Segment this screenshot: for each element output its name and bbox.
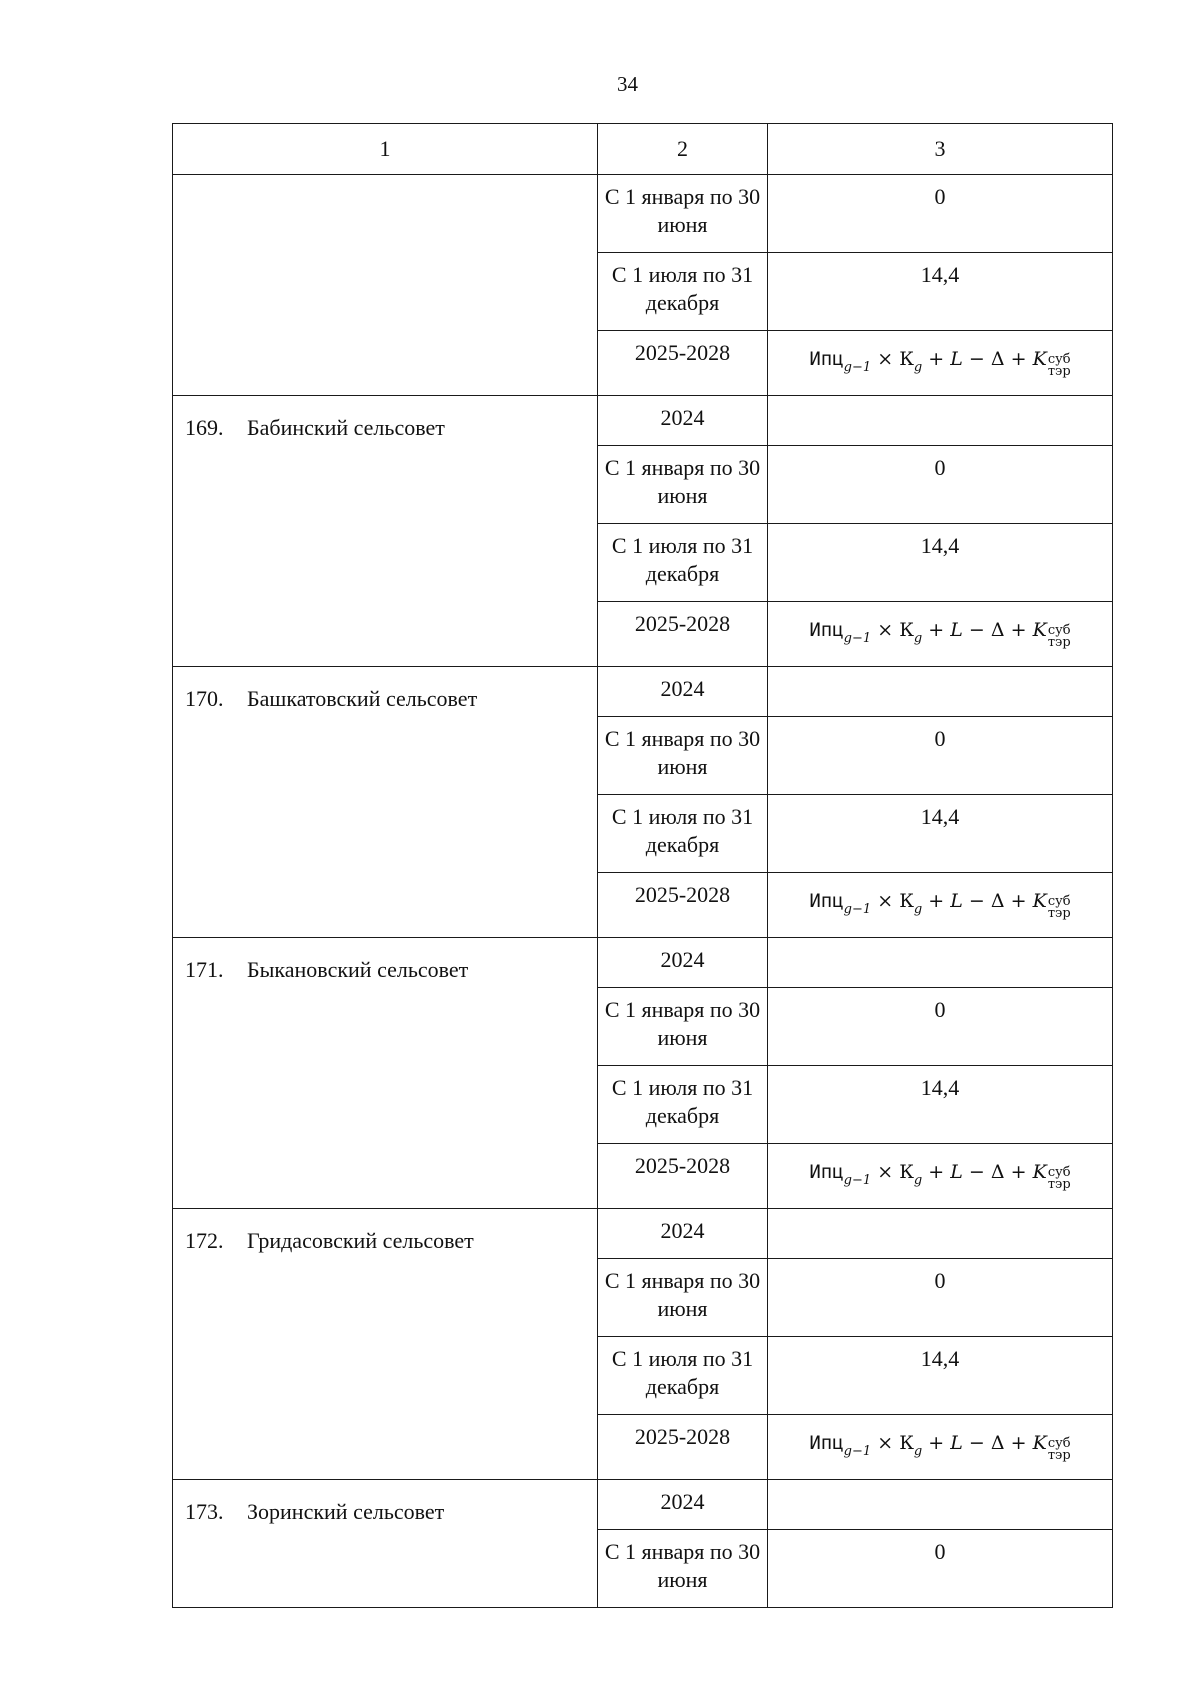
formula-cell — [768, 602, 1113, 667]
continued-name-cell — [173, 175, 598, 396]
header-cell-1: 1 — [173, 124, 598, 175]
formula — [809, 1432, 1071, 1463]
period-cell: С 1 июля по 31 декабря — [598, 1337, 768, 1415]
period-cell: С 1 января по 30 июня — [598, 1259, 768, 1337]
formula-times: × — [877, 348, 894, 370]
formula — [809, 890, 1071, 921]
period-cell: С 1 июля по 31 декабря — [598, 524, 768, 602]
formula-k-ter: K — [1032, 1161, 1047, 1183]
formula-cell — [768, 1415, 1113, 1480]
value-cell: 0 — [768, 1259, 1113, 1337]
formula-cell — [768, 873, 1113, 938]
municipality-name: Быкановский сельсовет — [247, 957, 469, 982]
row-number: 171. — [185, 957, 224, 982]
empty-value-cell — [768, 1480, 1113, 1530]
formula-ipc: Ипц — [809, 1161, 844, 1183]
formula-delta: Δ — [990, 1161, 1005, 1183]
formula-k: К — [899, 1432, 914, 1454]
group-row — [173, 396, 1113, 446]
formula-times: × — [877, 1161, 894, 1183]
period-cell: С 1 января по 30 июня — [598, 717, 768, 795]
empty-value-cell — [768, 938, 1113, 988]
formula-k-sub: g — [913, 1173, 923, 1188]
formula-k: К — [899, 1161, 914, 1183]
formula-ipc-sub: g−1 — [843, 1173, 872, 1188]
formula-delta: Δ — [990, 1432, 1005, 1454]
formula-k-ter-sup: суб — [1047, 1165, 1071, 1180]
formula-ipc-sub: g−1 — [843, 360, 872, 375]
formula-l: L — [950, 1161, 963, 1183]
header-row — [173, 124, 1113, 175]
formula-times: × — [877, 1432, 894, 1454]
empty-value-cell — [768, 1209, 1113, 1259]
formula-plus: + — [1010, 890, 1027, 912]
value-cell: 0 — [768, 988, 1113, 1066]
formula-ipc-sub: g−1 — [843, 902, 872, 917]
header-cell-2: 2 — [598, 124, 768, 175]
formula-plus: + — [928, 619, 945, 641]
municipality-cell — [173, 396, 598, 667]
formula-minus: − — [968, 890, 985, 912]
formula-minus: − — [968, 619, 985, 641]
formula-cell — [768, 331, 1113, 396]
value-cell: 0 — [768, 175, 1113, 253]
value-cell: 14,4 — [768, 524, 1113, 602]
formula-k-ter-sup: суб — [1047, 352, 1071, 367]
formula-k-sub: g — [913, 1444, 923, 1459]
tariff-table — [172, 123, 1113, 1608]
formula — [809, 619, 1071, 650]
municipality-name: Зоринский сельсовет — [247, 1499, 445, 1524]
value-cell: 14,4 — [768, 1337, 1113, 1415]
municipality-cell — [173, 1480, 598, 1608]
municipality-name: Бабинский сельсовет — [247, 415, 445, 440]
period-cell: С 1 января по 30 июня — [598, 175, 768, 253]
year-cell: 2024 — [598, 938, 768, 988]
header-cell-3: 3 — [768, 124, 1113, 175]
page-number: 34 — [617, 72, 638, 96]
period-cell: 2025-2028 — [598, 873, 768, 938]
formula-plus: + — [1010, 1161, 1027, 1183]
formula-k-ter: K — [1032, 890, 1047, 912]
empty-value-cell — [768, 396, 1113, 446]
formula-k-ter-sup: суб — [1047, 1436, 1071, 1451]
formula-l: L — [950, 619, 963, 641]
formula-minus: − — [968, 348, 985, 370]
formula-k-ter: K — [1032, 348, 1047, 370]
formula-k: К — [899, 619, 914, 641]
period-cell: 2025-2028 — [598, 1144, 768, 1209]
year-cell: 2024 — [598, 1209, 768, 1259]
formula-minus: − — [968, 1161, 985, 1183]
year-cell: 2024 — [598, 667, 768, 717]
group-row — [173, 1209, 1113, 1259]
formula-times: × — [877, 619, 894, 641]
formula-k-sub: g — [913, 360, 923, 375]
formula-k-ter-sub: тэр — [1047, 364, 1071, 379]
formula-ipc: Ипц — [809, 890, 844, 912]
formula-k-ter-sub: тэр — [1047, 1448, 1071, 1463]
formula — [809, 1161, 1071, 1192]
year-cell: 2024 — [598, 1480, 768, 1530]
value-cell: 0 — [768, 717, 1113, 795]
municipality-name: Башкатовский сельсовет — [247, 686, 478, 711]
formula-ipc: Ипц — [809, 1432, 844, 1454]
formula-l: L — [950, 1432, 963, 1454]
formula-ipc-sub: g−1 — [843, 631, 872, 646]
formula-plus: + — [1010, 348, 1027, 370]
formula-k-ter: K — [1032, 1432, 1047, 1454]
period-cell: 2025-2028 — [598, 331, 768, 396]
value-cell: 14,4 — [768, 253, 1113, 331]
formula-plus: + — [928, 1432, 945, 1454]
row-number: 169. — [185, 415, 224, 440]
row-number: 172. — [185, 1228, 224, 1253]
formula-plus: + — [928, 348, 945, 370]
formula-k-ter-sup: суб — [1047, 894, 1071, 909]
formula-plus: + — [1010, 619, 1027, 641]
formula-k: К — [899, 890, 914, 912]
formula-k-ter-sup: суб — [1047, 623, 1071, 638]
formula-k-sub: g — [913, 631, 923, 646]
value-cell: 0 — [768, 1530, 1113, 1608]
value-cell: 14,4 — [768, 1066, 1113, 1144]
formula-times: × — [877, 890, 894, 912]
period-cell: С 1 июля по 31 декабря — [598, 795, 768, 873]
formula-ipc: Ипц — [809, 619, 844, 641]
municipality-cell — [173, 667, 598, 938]
formula-ipc: Ипц — [809, 348, 844, 370]
formula-plus: + — [1010, 1432, 1027, 1454]
value-cell: 0 — [768, 446, 1113, 524]
formula-cell — [768, 1144, 1113, 1209]
formula-k-ter: K — [1032, 619, 1047, 641]
table-row — [173, 175, 1113, 253]
year-cell: 2024 — [598, 396, 768, 446]
period-cell: С 1 января по 30 июня — [598, 988, 768, 1066]
row-number: 170. — [185, 686, 224, 711]
empty-value-cell — [768, 667, 1113, 717]
period-cell: С 1 января по 30 июня — [598, 446, 768, 524]
row-number: 173. — [185, 1499, 224, 1524]
formula-ipc-sub: g−1 — [843, 1444, 872, 1459]
value-cell: 14,4 — [768, 795, 1113, 873]
municipality-cell — [173, 938, 598, 1209]
formula — [809, 348, 1071, 379]
period-cell: 2025-2028 — [598, 602, 768, 667]
group-row — [173, 667, 1113, 717]
formula-delta: Δ — [990, 619, 1005, 641]
formula-k-ter-sub: тэр — [1047, 906, 1071, 921]
municipality-name: Гридасовский сельсовет — [247, 1228, 474, 1253]
formula-k-ter-sub: тэр — [1047, 635, 1071, 650]
formula-delta: Δ — [990, 348, 1005, 370]
group-row — [173, 938, 1113, 988]
period-cell: 2025-2028 — [598, 1415, 768, 1480]
formula-delta: Δ — [990, 890, 1005, 912]
period-cell: С 1 июля по 31 декабря — [598, 253, 768, 331]
formula-l: L — [950, 890, 963, 912]
formula-plus: + — [928, 1161, 945, 1183]
group-row — [173, 1480, 1113, 1530]
period-cell: С 1 января по 30 июня — [598, 1530, 768, 1608]
municipality-cell — [173, 1209, 598, 1480]
formula-k-sub: g — [913, 902, 923, 917]
formula-minus: − — [968, 1432, 985, 1454]
period-cell: С 1 июля по 31 декабря — [598, 1066, 768, 1144]
formula-k-ter-sub: тэр — [1047, 1177, 1071, 1192]
formula-l: L — [950, 348, 963, 370]
formula-k: К — [899, 348, 914, 370]
formula-plus: + — [928, 890, 945, 912]
